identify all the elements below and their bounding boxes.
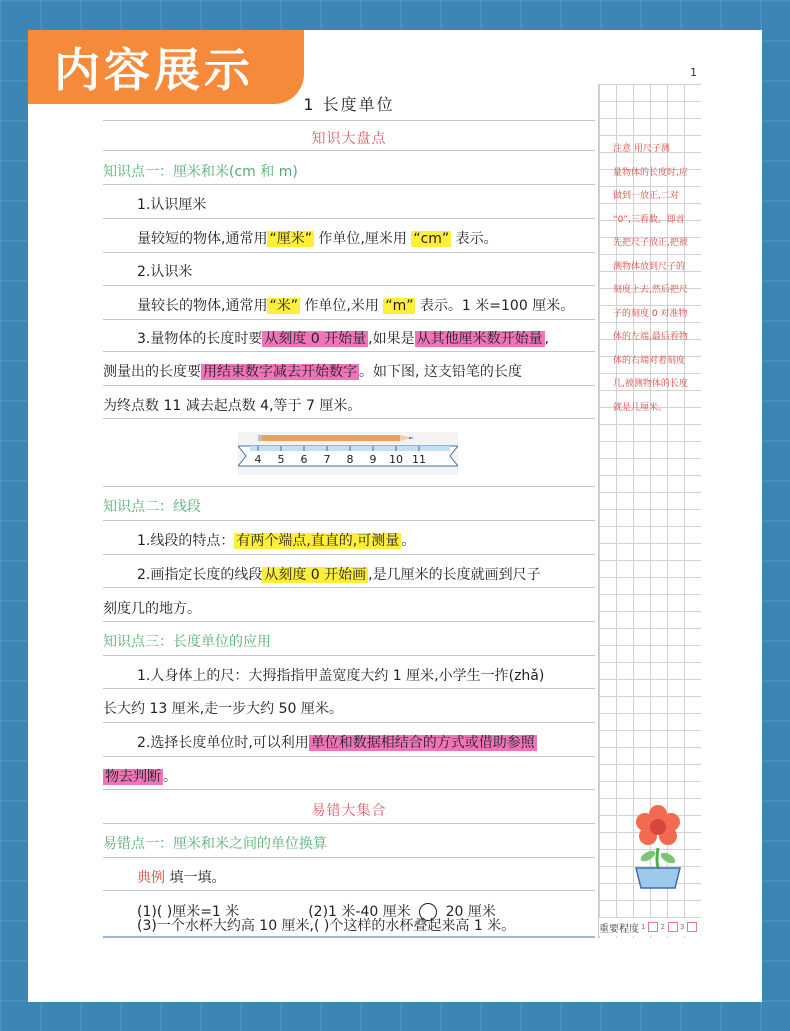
question-3: (3)一个水杯大约高 10 厘米,( )个这样的水杯叠起来高 1 米。 — [137, 918, 516, 934]
paragraph: 3.量物体的长度时要 从刻度 0 开始量 ,如果是 从其他厘米数开始量 , — [137, 331, 550, 347]
side-note-line: 几,被测物体的长度 — [613, 379, 688, 389]
ruler-tick-label: 5 — [277, 453, 285, 466]
page-title: 1 长度单位 — [303, 95, 395, 114]
importance-level-number: 3 — [679, 923, 685, 931]
ruler-tick-label: 11 — [412, 453, 426, 466]
highlight: “m” — [385, 298, 414, 314]
side-note — [613, 138, 707, 420]
paragraph: 量较长的物体,通常用 “米” 作单位,米用 “m” 表示。1 米=100 厘米。 — [137, 298, 575, 314]
paragraph: 2.选择长度单位时,可以利用 单位和数据相结合的方式或借助参照 — [137, 735, 535, 751]
ruler-tick-label: 7 — [323, 453, 331, 466]
paragraph: 1.线段的特点： 有两个端点,直直的,可测量 。 — [137, 533, 416, 549]
highlight: 有两个端点,直直的,可测量 — [236, 533, 400, 549]
ruler-tick-label: 8 — [346, 453, 354, 466]
paragraph: 为终点数 11 减去起点数 4,等于 7 厘米。 — [103, 398, 362, 414]
ruler-tick-label: 9 — [369, 453, 377, 466]
side-note-line: 就是几厘米。 — [613, 402, 668, 413]
paragraph: 刻度几的地方。 — [103, 601, 201, 617]
importance-box-icon — [687, 922, 697, 932]
highlight: “cm” — [413, 231, 450, 247]
subheading-centimeter: 1.认识厘米 — [137, 197, 207, 213]
knowledge-point-3-heading: 知识点三：长度单位的应用 — [103, 634, 271, 650]
side-note-line: 刻度上去,然后把尺 — [613, 285, 688, 295]
paragraph: 1.人身体上的尺：大拇指指甲盖宽度大约 1 厘米,小学生一拃(zhǎ) — [137, 668, 545, 684]
section-title-mistakes: 易错大集合 — [311, 803, 387, 819]
side-note-line: 子的刻度 0 对准物 — [613, 308, 688, 319]
highlight: 单位和数据相结合的方式或借助参照 — [310, 735, 535, 751]
highlight: 从其他厘米数开始量 — [416, 331, 543, 347]
highlight: “米” — [269, 298, 298, 314]
highlight: “厘米” — [269, 231, 312, 247]
knowledge-point-1-heading: 知识点一：厘米和米(cm 和 m) — [103, 164, 298, 180]
question-2: (2)1 米-40 厘米 — [308, 904, 411, 920]
paragraph: 量较短的物体,通常用 “厘米” 作单位,厘米用 “cm” 表示。 — [137, 231, 498, 247]
ruler-tick-label: 10 — [389, 453, 403, 466]
side-note-line: 测物体放到尺子的 — [613, 261, 686, 272]
highlight: 用结束数字减去开始数字 — [203, 364, 357, 380]
ruler-tick-label: 4 — [254, 453, 262, 466]
importance-level-number: 2 — [660, 923, 665, 931]
side-note-line: 体的左端,最后看物 — [613, 332, 688, 342]
highlight: 从刻度 0 开始量 — [264, 331, 367, 347]
paragraph: 测量出的长度要 用结束数字减去开始数字 。如下图, 这支铅笔的长度 — [103, 364, 522, 380]
importance-box-icon — [668, 922, 678, 932]
side-note-line: 量物体的长度时,应 — [613, 167, 688, 178]
subheading-meter: 2.认识米 — [137, 264, 193, 280]
flower-pot-icon — [628, 800, 688, 890]
pencil-ruler-figure — [238, 430, 458, 475]
page-number: 1 — [690, 66, 697, 79]
section-title-knowledge: 知识大盘点 — [311, 131, 387, 147]
knowledge-point-2-heading: 知识点二：线段 — [103, 499, 201, 515]
question-2-value: 20 厘米 — [445, 904, 496, 920]
mistake-point-1-heading: 易错点一：厘米和米之间的单位换算 — [103, 836, 327, 852]
content-banner: 内容展示 — [28, 30, 304, 104]
importance-label: 重要程度 — [599, 923, 639, 935]
side-note-line: “0”,三看数。即首 — [613, 214, 685, 225]
question-1: (1)( )厘米=1 米 — [137, 904, 240, 920]
side-note-line: 先把尺子放正,把被 — [613, 238, 688, 248]
importance-box-icon — [648, 922, 658, 932]
side-note-line: 做到一放正,二对 — [613, 191, 679, 201]
highlight: 从刻度 0 开始画 — [264, 567, 367, 583]
highlight: 物去判断 — [105, 769, 161, 785]
side-note-line: 注意 用尺子测 — [613, 144, 670, 154]
paragraph: 2.画指定长度的线段 从刻度 0 开始画 ,是几厘米的长度就画到尺子 — [137, 567, 541, 583]
importance-rating — [599, 918, 700, 936]
ruler-tick-label: 6 — [300, 453, 308, 466]
example-label: 典例 — [137, 870, 165, 886]
example-line: 典例 填一填。 — [137, 870, 226, 886]
paragraph: 长大约 13 厘米,走一步大约 50 厘米。 — [103, 701, 343, 717]
importance-level-number: 1 — [641, 923, 646, 931]
paragraph: 物去判断 。 — [105, 769, 177, 785]
side-note-line: 体的右端对着刻度 — [613, 355, 686, 366]
main-content — [103, 86, 595, 938]
